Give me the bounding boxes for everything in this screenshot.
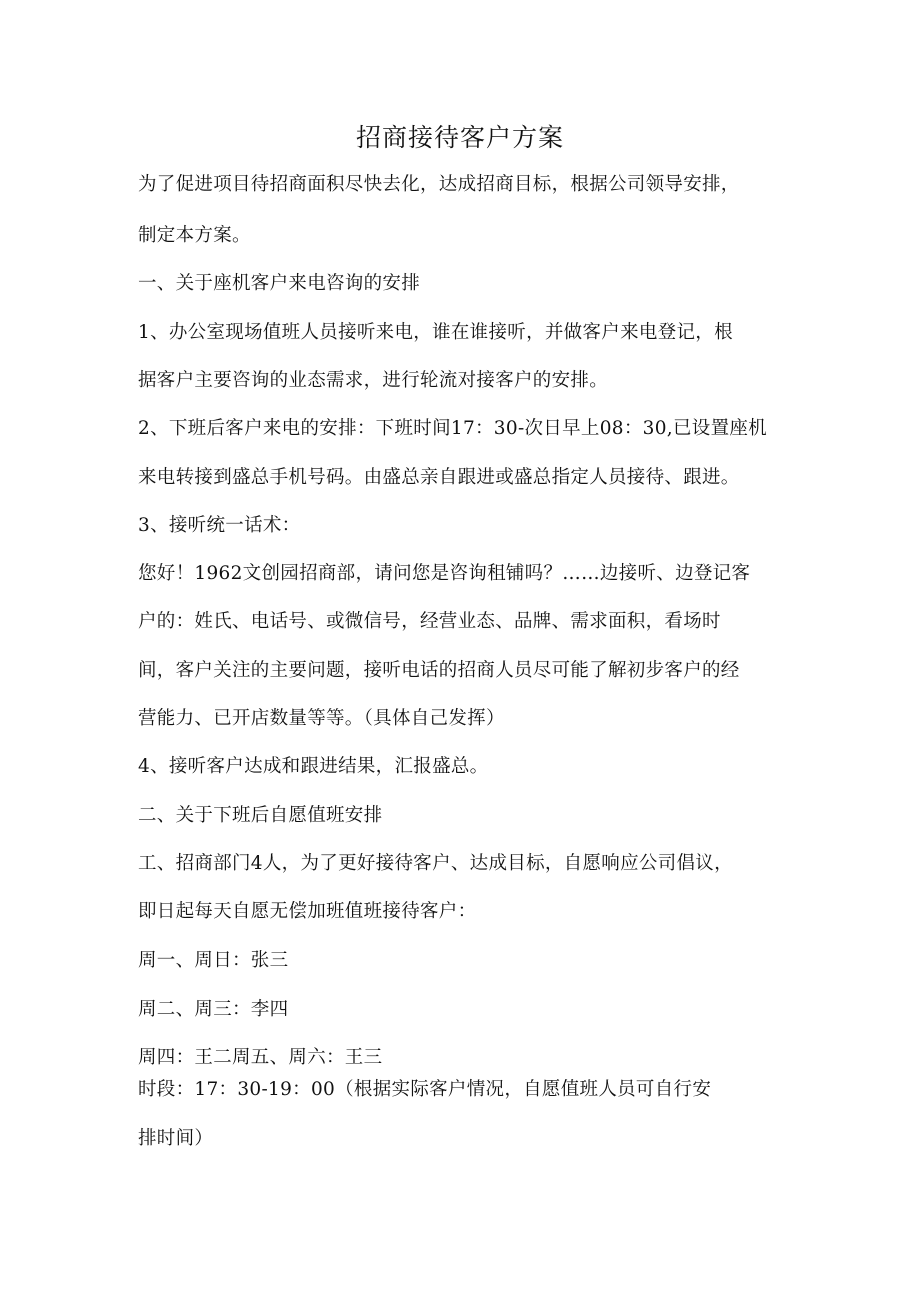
paragraph-line: 排时间） — [138, 1128, 214, 1149]
paragraph-line: 2、下班后客户来电的安排：下班时间17：30-次日早上08：30,已设置座机 — [138, 418, 767, 439]
paragraph-line: 来电转接到盛总手机号码。由盛总亲自跟进或盛总指定人员接待、跟进。 — [138, 467, 740, 488]
paragraph-line: 为了促进项目待招商面积尽快去化，达成招商目标，根据公司领导安排， — [138, 174, 740, 195]
section-heading: 二、关于下班后自愿值班安排 — [138, 805, 383, 826]
schedule-line: 周四：王二周五、周六：王三 — [138, 1047, 383, 1068]
paragraph-line: 间，客户关注的主要问题，接听电话的招商人员尽可能了解初步客户的经 — [138, 660, 740, 681]
paragraph-line: 3、接听统一话术： — [138, 515, 301, 536]
paragraph-line: 据客户主要咨询的业态需求，进行轮流对接客户的安排。 — [138, 370, 609, 391]
paragraph-line: 户的：姓氏、电话号、或微信号，经营业态、品牌、需求面积，看场时 — [138, 611, 721, 632]
section-heading: 一、关于座机客户来电咨询的安排 — [138, 273, 421, 294]
document-title: 招商接待客户方案 — [355, 123, 564, 152]
paragraph-line: 4、接听客户达成和跟进结果，汇报盛总。 — [138, 756, 489, 777]
paragraph-line: 工、招商部门4人，为了更好接待客户、达成目标，自愿响应公司倡议， — [138, 853, 733, 874]
paragraph-line: 时段：17：30-19：00（根据实际客户情况，自愿值班人员可自行安 — [138, 1079, 712, 1100]
paragraph-line: 营能力、已开店数量等等。（具体自己发挥） — [138, 708, 505, 729]
paragraph-line: 制定本方案。 — [138, 225, 251, 246]
paragraph-line: 1、办公室现场值班人员接听来电，谁在谁接听，并做客户来电登记，根 — [138, 322, 733, 343]
paragraph-line: 即日起每天自愿无偿加班值班接待客户： — [138, 901, 477, 922]
paragraph-line: 您好！1962文创园招商部，请问您是咨询租铺吗？……边接听、边登记客 — [138, 563, 751, 584]
schedule-line: 周一、周日：张三 — [138, 950, 289, 971]
schedule-line: 周二、周三：李四 — [138, 999, 289, 1020]
